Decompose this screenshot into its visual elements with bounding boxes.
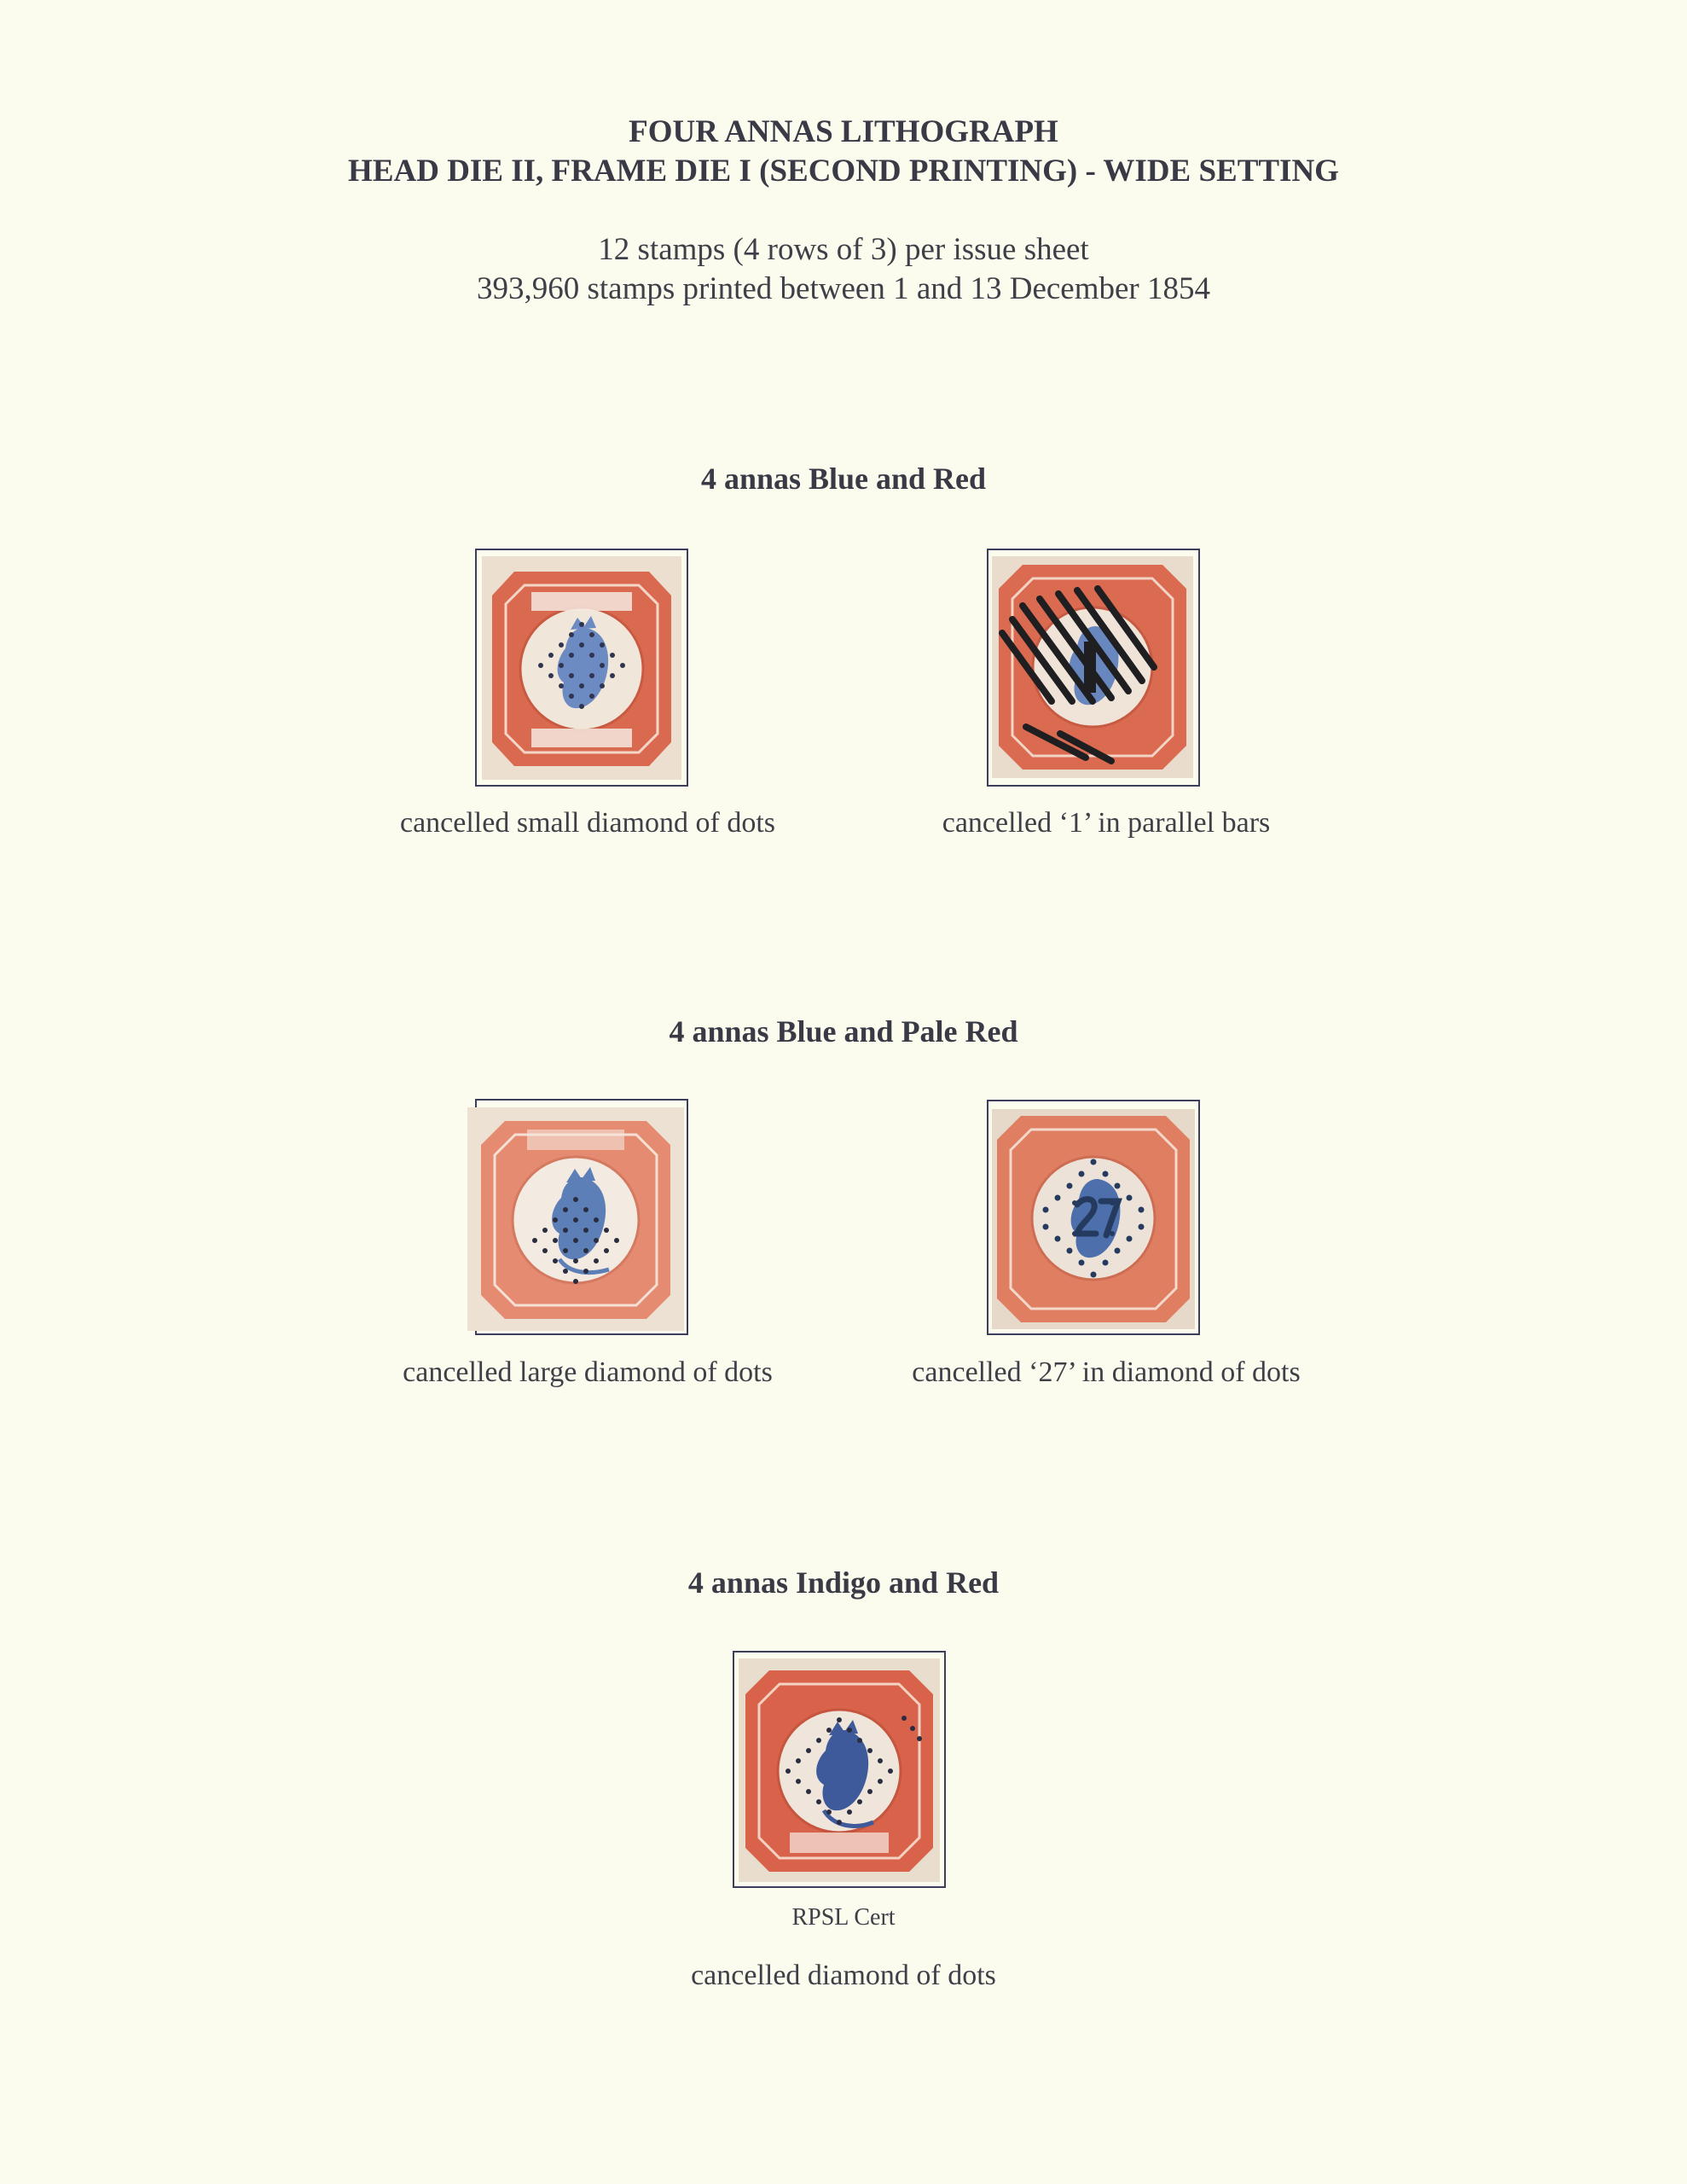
stamp-blue-red-small-diamond [482,556,681,780]
sheet-info: 12 stamps (4 rows of 3) per issue sheet [598,232,1089,267]
stamp-caption: cancelled ‘27’ in diamond of dots [912,1356,1301,1388]
stamp-blue-pale-red-numeral-diamond [992,1109,1195,1329]
page-subtitle: HEAD DIE II, FRAME DIE I (SECOND PRINTING) - WIDE SETTING [348,154,1339,189]
stamp-image [482,556,681,780]
stamp-blue-red-parallel-bars [992,556,1193,778]
stamp-caption: cancelled small diamond of dots [400,807,775,839]
page-title: FOUR ANNAS LITHOGRAPH [629,114,1058,149]
stamp-image [739,1658,940,1882]
stamp-caption: cancelled diamond of dots [691,1960,996,1991]
stamp-image [467,1107,684,1331]
stamp-caption: cancelled ‘1’ in parallel bars [942,807,1271,839]
section-heading-blue-pale-red: 4 annas Blue and Pale Red [669,1014,1018,1048]
stamp-indigo-red-diamond [739,1658,940,1882]
section-heading-blue-red: 4 annas Blue and Red [700,462,987,496]
section-heading-indigo-red: 4 annas Indigo and Red [687,1565,1000,1600]
page-header [0,113,1687,191]
stamp-image [992,1109,1195,1329]
stamp-image [992,556,1193,778]
stamp-caption: cancelled large diamond of dots [403,1356,773,1388]
print-info [0,230,1687,309]
stamp-blue-pale-red-large-diamond [467,1107,684,1331]
printing-info: 393,960 stamps printed between 1 and 13 December 1854 [476,271,1211,306]
certificate-note: RPSL Cert [791,1904,896,1931]
